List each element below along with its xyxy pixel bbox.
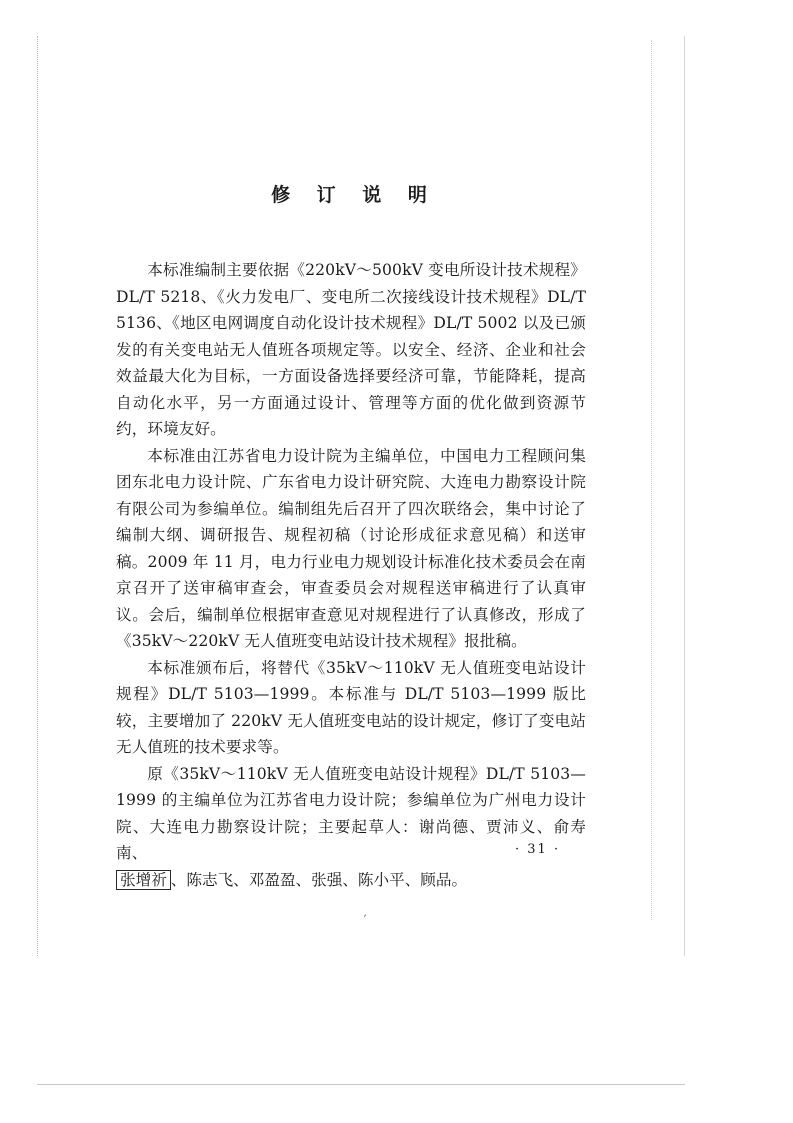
scan-right-edge <box>684 36 685 956</box>
boxed-author-name: 张增祈 <box>116 870 171 890</box>
authors-rest: 、陈志飞、邓盈盈、张强、陈小平、顾品。 <box>170 870 468 889</box>
body-text <box>116 257 586 893</box>
paragraph-units: 本标准由江苏省电力设计院为主编单位，中国电力工程顾问集团东北电力设计院、广东省电力设计研究院、大连电力勘察设计院有限公司为参编单位。编制组先后召开了四次联络会，集中讨论了编制大纲、调研报告、规程初稿（讨论形成征求意见稿）和送审稿。2009 年 11 月，电力行业电力规划设计标准化技术委员会在南京召开了送审稿审查会，审查委员会对规程送审稿进行了认真审议。会后，编制单位根据审查意见对规程进行了认真修改，形成了《35kV～220kV 无人值班变电站设计技术规程》报批稿。 <box>116 446 586 650</box>
authors-continuation <box>116 867 586 894</box>
scan-right-marks <box>651 40 653 920</box>
stray-mark: ʼ <box>363 914 367 925</box>
page-title: 修 订 说 明 <box>271 184 437 206</box>
paragraph-basis: 本标准编制主要依据《220kV～500kV 变电所设计技术规程》DL/T 5218、《火力发电厂、变电所二次接线设计技术规程》DL/T 5136、《地区电网调度自动化设计技术规程》DL/T 5002 以及已颁发的有关变电站无人值班各项规定等。以安全、经济、企业和社会效益最大化为目标，一方面设备选择要经济可靠，节能降耗，提高自动化水平，另一方面通过设计、管理等方面的优化做到资源节约，环境友好。 <box>116 261 586 438</box>
bottom-rule <box>37 1084 685 1085</box>
scan-left-edge <box>37 36 39 956</box>
paragraph-replacement: 本标准颁布后，将替代《35kV～110kV 无人值班变电站设计规程》DL/T 5103—1999。本标准与 DL/T 5103—1999 版比较，主要增加了 220kV 无人值班变电站的设计规定，修订了变电站无人值班的技术要求等。 <box>116 658 586 756</box>
page-number: · 31 · <box>515 842 561 857</box>
paragraph-original-authors: 原《35kV～110kV 无人值班变电站设计规程》DL/T 5103—1999 的主编单位为江苏省电力设计院；参编单位为广州电力设计院、大连电力勘察设计院；主要起草人：谢尚德、贾沛义、俞寿南、 <box>116 764 586 862</box>
